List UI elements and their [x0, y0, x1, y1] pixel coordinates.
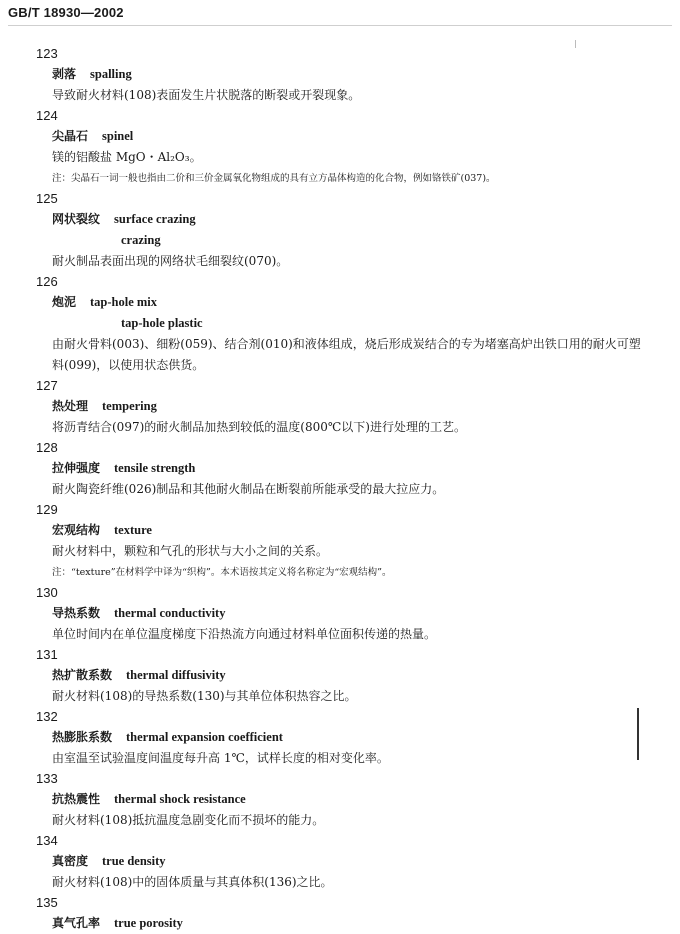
term-english: spinel	[102, 129, 134, 143]
term-english: surface crazing	[114, 212, 196, 226]
term-english: tensile strength	[114, 461, 196, 475]
term-chinese: 剥落	[52, 67, 77, 81]
term-entry	[0, 438, 680, 500]
term-entry	[0, 44, 680, 106]
term-english: thermal conductivity	[114, 606, 226, 620]
term-number: 123	[36, 46, 58, 61]
term-definition: 由耐火骨料(003)、细粉(059)、结合剂(010)和液体组成，烧后形成炭结合的专为堵塞高炉出铁口用的耐火可塑料(099)，以使用状态供货。	[52, 337, 641, 372]
term-heading	[52, 396, 680, 417]
term-english: texture	[114, 523, 152, 537]
term-heading	[52, 520, 680, 541]
term-number: 125	[36, 191, 58, 206]
term-heading	[52, 665, 680, 686]
term-chinese: 真气孔率	[52, 916, 101, 930]
term-entry	[0, 707, 680, 769]
term-heading	[52, 727, 680, 748]
term-english: tap-hole mix	[90, 295, 158, 309]
term-chinese: 热扩散系数	[52, 668, 113, 682]
term-definition: 由室温至试验温度间温度每升高 1℃，试样长度的相对变化率。	[52, 751, 389, 765]
term-entry	[0, 106, 680, 189]
term-chinese: 抗热震性	[52, 792, 101, 806]
header-divider	[8, 25, 672, 26]
term-entry	[0, 893, 680, 934]
term-chinese: 真密度	[52, 854, 89, 868]
term-entries	[0, 44, 680, 934]
term-chinese: 网状裂纹	[52, 212, 101, 226]
term-definition: 镁的铝酸盐 MgO・Al₂O₃。	[52, 150, 202, 164]
term-definition: 耐火陶瓷纤维(026)制品和其他耐火制品在断裂前所能承受的最大拉应力。	[52, 482, 445, 496]
term-number: 134	[36, 833, 58, 848]
term-english: thermal expansion coefficient	[126, 730, 283, 744]
term-chinese: 热处理	[52, 399, 89, 413]
term-note: 注：“texture”在材料学中译为“织构”。本术语按其定义将名称定为“宏观结构”。	[52, 567, 392, 578]
term-heading	[52, 603, 680, 624]
term-chinese: 尖晶石	[52, 129, 89, 143]
term-chinese: 热膨胀系数	[52, 730, 113, 744]
term-number: 131	[36, 647, 58, 662]
term-definition: 耐火制品表面出现的网络状毛细裂纹(070)。	[52, 254, 289, 268]
margin-bar	[637, 708, 639, 760]
term-definition: 耐火材料(108)的导热系数(130)与其单位体积热容之比。	[52, 689, 357, 703]
term-number: 133	[36, 771, 58, 786]
term-english-synonym	[52, 313, 680, 334]
term-entry	[0, 769, 680, 831]
term-english: spalling	[90, 67, 132, 81]
term-chinese: 宏观结构	[52, 523, 101, 537]
synonym-text: tap-hole plastic	[121, 316, 203, 330]
term-number: 128	[36, 440, 58, 455]
term-number: 126	[36, 274, 58, 289]
term-number: 130	[36, 585, 58, 600]
term-number: 127	[36, 378, 58, 393]
term-definition: 耐火材料中，颗粒和气孔的形状与大小之间的关系。	[52, 544, 329, 558]
term-number: 135	[36, 895, 58, 910]
term-definition: 导致耐火材料(108)表面发生片状脱落的断裂或开裂现象。	[52, 88, 361, 102]
term-english: true density	[102, 854, 166, 868]
term-definition: 单位时间内在单位温度梯度下沿热流方向通过材料单位面积传递的热量。	[52, 627, 437, 641]
term-entry	[0, 376, 680, 438]
term-number: 129	[36, 502, 58, 517]
term-english: thermal diffusivity	[126, 668, 226, 682]
term-english: tempering	[102, 399, 157, 413]
term-heading	[52, 209, 680, 230]
term-definition: 将沥青结合(097)的耐火制品加热到较低的温度(800℃以下)进行处理的工艺。	[52, 420, 466, 434]
term-heading	[52, 851, 680, 872]
term-english: true porosity	[114, 916, 183, 930]
term-english: thermal shock resistance	[114, 792, 246, 806]
term-entry	[0, 583, 680, 645]
term-entry	[0, 500, 680, 583]
term-entry	[0, 189, 680, 272]
term-definition: 耐火材料(108)中的固体质量与其真体积(136)之比。	[52, 875, 333, 889]
term-heading	[52, 126, 680, 147]
term-english-synonym	[52, 230, 680, 251]
term-heading	[52, 292, 680, 313]
term-heading	[52, 789, 680, 810]
term-note: 注：尖晶石一词一般也指由二价和三价金属氧化物组成的具有立方晶体构造的化合物，例如铬铁矿(037)。	[52, 173, 496, 184]
synonym-text: crazing	[121, 233, 161, 247]
term-chinese: 炮泥	[52, 295, 77, 309]
term-number: 132	[36, 709, 58, 724]
term-heading	[52, 913, 680, 934]
term-entry	[0, 831, 680, 893]
term-definition: 耐火材料(108)抵抗温度急剧变化而不损坏的能力。	[52, 813, 325, 827]
term-entry	[0, 645, 680, 707]
term-heading	[52, 64, 680, 85]
term-chinese: 拉伸强度	[52, 461, 101, 475]
term-entry	[0, 272, 680, 376]
term-number: 124	[36, 108, 58, 123]
term-heading	[52, 458, 680, 479]
term-chinese: 导热系数	[52, 606, 101, 620]
standard-code-header: GB/T 18930—2002	[8, 5, 124, 20]
